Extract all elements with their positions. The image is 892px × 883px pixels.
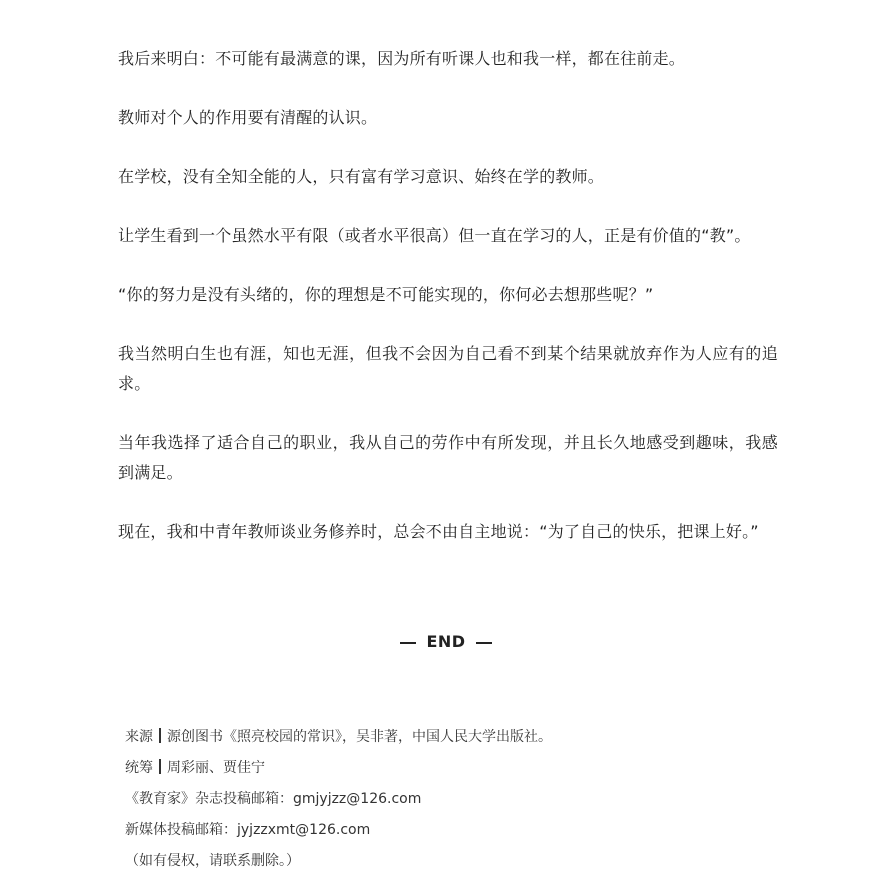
end-label: END [426,632,466,651]
paragraph-7: 当年我选择了适合自己的职业，我从自己的劳作中有所发现，并且长久地感受到趣味，我感到满足。 [118,433,778,482]
source-line [125,722,765,753]
paragraph-6: 我当然明白生也有涯，知也无涯，但我不会因为自己看不到某个结果就放弃作为人应有的追求。 [118,344,778,393]
paragraph-8: 现在，我和中青年教师谈业务修养时，总会不由自主地说：“为了自己的快乐，把课上好。” [118,522,759,541]
media-email-line: 新媒体投稿邮箱：jyjzzxmt@126.com [125,822,371,838]
end-divider [0,632,892,651]
paragraph-5: “你的努力是没有头绪的，你的理想是不可能实现的，你何必去想那些呢？” [118,285,654,304]
magazine-email-line: 《教育家》杂志投稿邮箱：gmjyjzz@126.com [125,791,422,807]
left-dash [400,642,416,644]
separator-bar [159,759,161,774]
right-dash [476,642,492,644]
copyright-notice: （如有侵权，请联系删除。） [125,853,300,869]
paragraph-1: 我后来明白：不可能有最满意的课，因为所有听课人也和我一样，都在往前走。 [118,49,686,68]
editor-label: 统筹 [125,760,153,776]
article-body [118,44,778,576]
article-footer [125,722,765,877]
source-label: 来源 [125,729,153,745]
paragraph-4: 让学生看到一个虽然水平有限（或者水平很高）但一直在学习的人，正是有价值的“教”。 [118,226,751,245]
separator-bar [159,728,161,743]
editor-line [125,753,765,784]
source-value: 源创图书《照亮校园的常识》，吴非著，中国人民大学出版社。 [167,729,552,745]
paragraph-3: 在学校，没有全知全能的人，只有富有学习意识、始终在学的教师。 [118,167,605,186]
editor-value: 周彩丽、贾佳宁 [167,760,265,776]
paragraph-2: 教师对个人的作用要有清醒的认识。 [118,108,378,127]
